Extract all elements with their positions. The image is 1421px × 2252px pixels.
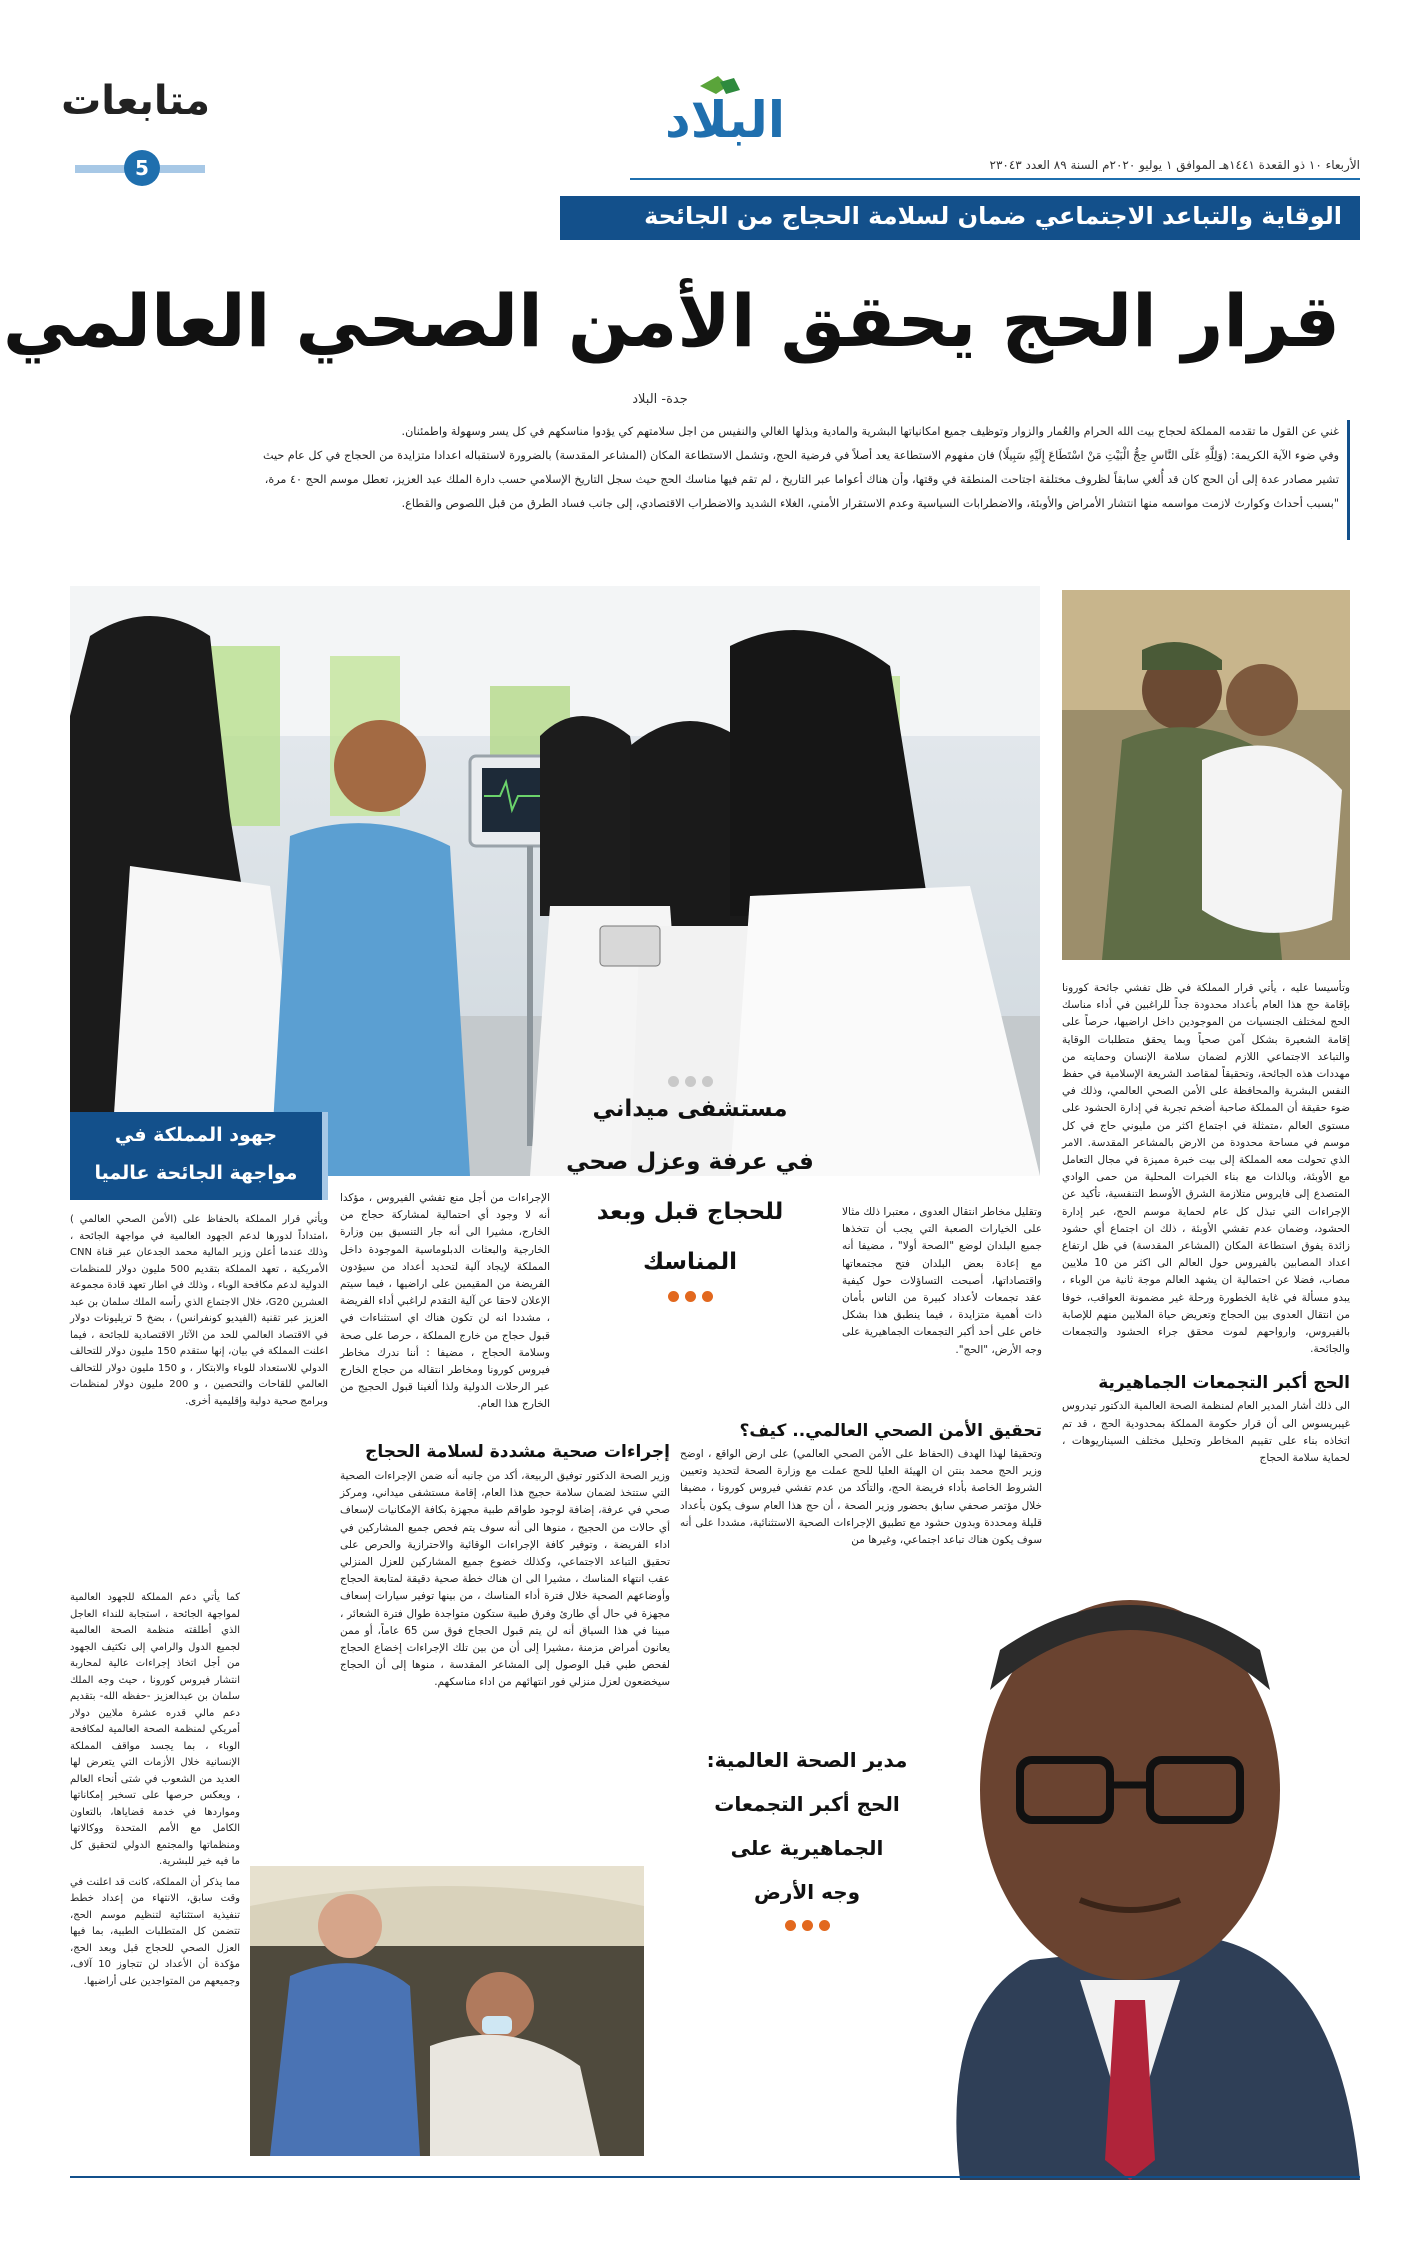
masthead: [61, 70, 1360, 180]
hospital-callout: [560, 1082, 820, 1332]
col-mid-left-lower: [340, 1440, 670, 1835]
col-mid-left: [340, 1190, 550, 1440]
page-number: 5: [135, 156, 149, 180]
orange-dots-divider: [560, 1291, 820, 1302]
who-callout-line-2: الحج أكبر التجمعات: [714, 1792, 900, 1816]
field-hospital-photo: [250, 1866, 644, 2156]
col-right-paragraph-1: وتأسيسا عليه ، يأتي قرار المملكة في ظل تفشي جائحة كورونا بإقامة حج هذا العام بأعداد محدودة جداً للراغبين في أداء مناسك الحج لمختلف الجنسيات من الموجودين داخل اراضيها، حرصاً على إقامة الشعيرة بشكل آمن صحياً وبما يحقق متطلبات الوقاية والتباعد الاجتماعي اللازم لضمان سلامة الإنسان وحمايته من مهددات هذه الجائحة، وتحقيقاً لمقاصد الشريعة الإسلامية في حفظ النفس البشرية والمحافظة على الأمن الصحي العالمي، وذلك في ضوء حقيقة أن المملكة صاحبة أضخم تجربة في إدارة الحشود على مستوى العالم ،متمثلة في اجتماع اكثر من مليوني حاج في كل موسم في مساحة محدودة من الارض بالمشاعر المقدسة. الامر الذي تحولت معه المملكة إلى بيت خبرة مميزة في مجال التعامل مع الأوبئة، وبالذات مع بناء الخبرات المحلية من حمى الوادي المتصدع إلى فايروس متلازمة الشرق الأوسط التنفسية، تأكيد عن الإجراءات التي تبذل كل عام لحماية موسم الحج، عبر إدارة الحشود، وضمان عدم تفشي الأوبئة ، ذلك ان اجتماع أي حشود زائدة يفوق استطاعة المكان (المشاعر المقدسة) في ظل ارتفاع اعداد المصابين بالفيروس حول العالم الى اكثر من 10 ملايين مصاب، فضلا عن احتمالية ان يشهد العالم موجة ثانية من الوباء ، يبدو مسألة في غاية الخطورة ورحلة غير مضمونة العواقب، خوفا من انتقال العدوى بين الحجاج وتعريض حياة الملايين منهم للإصابة بالفيروس، وارواحهم لموت محقق جراء الحشود والتجمعات والجائحة.: [1062, 982, 1350, 1356]
headline: قرار الحج يحقق الأمن الصحي العالمي: [2, 279, 1340, 363]
intro-line-4: "بسبب أحداث وكوارث لازمت مواسمه منها انتشار الأمراض والأوبئة، والاضطرابات السياسية وعدم الاستقرار الأمني، الغلاء الشديد والاضطراب الاقتصادي، إلى جانب فساد الطرق من قبل اللصوص والقطاع.: [401, 497, 1339, 510]
hospital-callout-line-1: مستشفى ميداني: [592, 1096, 788, 1122]
kicker-banner: [560, 196, 1360, 240]
logo-text: البلاد: [665, 91, 785, 149]
col-mid-left-subheading: إجراءات صحية مشددة لسلامة الحجاج: [365, 1442, 670, 1462]
field-hospital-patient-image: [250, 1866, 644, 2156]
col-mid-left-paragraph-1: الإجراءات من أجل منع تفشي الفيروس ، مؤكدا أنه لا وجود أي احتمالية لمشاركة حجاج من الخارج، مشيرا الى أنه جار التنسيق بين وزارة الخارجية والبعثات الدبلوماسية الموجودة داخل المملكة لإيجاد آلية لتحديد أعداد من سيؤدون الفريضة من المقيمين على اراضيها ، فيما سيتم الإعلان لاحقا عن آلية التقدم لراغبي أداء الفريضة ، مشددا انه لن تكون هناك اي استثناءات في قبول حجاج من خارج المملكة ، حرصا على صحة وسلامة الحجاج ، مضيفا : أننا ندرك مخاطر فيروس كورونا ومخاطر انتقاله من حجاج الخارج عبر الرحلات الدولية ولذا ألغينا قبول الحجيج من الخارج هذا العام.: [340, 1192, 550, 1411]
col-left-header-line-2: مواجهة الجائحة عالميا: [94, 1162, 298, 1184]
kicker-text: الوقاية والتباعد الاجتماعي ضمان لسلامة الحجاج من الجائحة: [644, 202, 1342, 230]
col-mid-left-paragraph-2: وزير الصحة الدكتور توفيق الربيعة، أكد من جانبه أنه ضمن الإجراءات الصحية التي ستتخذ لضمان سلامة حجيج هذا العام، إقامة مستشفى ميداني، ومركز صحي في عرفة، إضافة لوجود طواقم طبية مجهزة بكافة الإمكانيات لإسعاف أي حالات من الحجيج ، منوها الى أنه سوف يتم فحص جميع المشاركين في اداء الفريضة ، وتوفير كافة الإجراءات الوقائية والاحترازية والحرص على تحقيق التباعد الاجتماعي، وكذلك خضوع جميع المشاركين للعزل المنزلي عقب انتهاء المناسك ، مشيرا الى ان هناك خطة صحية دقيقة لمتابعة الحجاج وأوضاعهم الصحية خلال فترة أداء المناسك ، من بينها توفير سيارات إسعاف مجهزة في حال أي طارئ وفرق طبية ستكون متواجدة طوال فترة الشعائر ، مبينا في هذا السياق أنه لن يتم قبول الحجاج فوق سن 65 عاماً، أو ممن يعانون أمراض مزمنة ،مشيرا إلى أن من بين تلك الإجراءات إخضاع الحجاج لفحص طبي قبل الوصول إلى المشاعر المقدسة ، منوها إلى أن الحجاج سيخضعون لعزل منزلي فور انتهائهم من اداء مناسكهم.: [340, 1470, 670, 1689]
page-number-badge: [124, 150, 160, 186]
hospital-scene-image: [70, 586, 1040, 1176]
who-callout-line-1: مدير الصحة العالمية:: [706, 1748, 908, 1772]
dateline: [630, 156, 1360, 180]
col-right-subheading: الحج أكبر التجمعات الجماهيرية: [1098, 1373, 1350, 1394]
section-badge: [61, 70, 210, 180]
hospital-callout-line-3: للحجاج قبل وبعد: [596, 1199, 784, 1225]
col-left-header: [70, 1112, 328, 1200]
col-mid-right-subheading: تحقيق الأمن الصحي العالمي.. كيف؟: [739, 1421, 1042, 1441]
who-director-portrait: [660, 1540, 1380, 2180]
intro-line-2: وفي ضوء الآية الكريمة: (وَلِلَّهِ عَلَى النَّاسِ حِجُّ الْبَيْتِ مَنْ اسْتَطَاعَ إِلَيْهِ سَبِيلًا) فان مفهوم الاستطاعة يعد أصلاً في فرضية الحج، وتشمل الاستطاعة المكان (المشاعر المقدسة) بالضرورة لاستقباله اعدادا متزايدة من الحجاج في كل عام حيث: [262, 449, 1339, 462]
col-left-paragraph-2: كما يأتي دعم المملكة للجهود العالمية لمواجهة الجائحة ، استجابة للنداء العاجل الذي أطلقته منظمة الصحة العالمية لجميع الدول والرامي إلى تكثيف الجهود من أجل اتخاذ إجراءات عالية لمحاربة انتشار فيروس كورونا ، حيث وجه الملك سلمان بن عبدالعزيز -حفظه الله- بتقديم دعم مالي قدره عشرة ملايين دولار أمريكي لمنظمة الصحة العالمية لمكافحة الوباء ، بما يجسد مواقف المملكة الإنسانية خلال الأزمات التي يتعرض لها العديد من الشعوب في شتى أنحاء العالم ، ويعكس حرصها على تسخير إمكاناتها ومواردها في خدمة قضاياها، بالتعاون الكامل مع الأمم المتحدة ووكالاتها ومنظماتها والمجتمع الدولي لتحقيق كل ما فيه خير للبشرية.: [70, 1592, 240, 1867]
who-callout-line-4: وجه الأرض: [753, 1880, 861, 1904]
byline: جدة- البلاد: [632, 392, 688, 407]
hospital-callout-line-4: المناسك: [643, 1249, 737, 1275]
intro: [70, 420, 1350, 540]
who-callout-line-3: الجماهيرية على: [730, 1836, 884, 1860]
tedros-portrait-image: [660, 1540, 1380, 2180]
logo: [660, 72, 790, 162]
intro-line-3: تشير مصادر عدة إلى أن الحج كان قد أُلغي سابقاً لظروف مختلفة اجتاحت المنطقة في وقتها، وأن هناك أعواما عبر التاريخ ، لم تقم فيها مناسك الحج حيث سجل التاريخ الإسلامي حسب دارة الملك عبد العزيز، تعطل موسم الحج ٤٠ مرة،: [264, 473, 1339, 486]
col-right-paragraph-2: الى ذلك أشار المدير العام لمنظمة الصحة العالمية الدكتور تيدروس غيبريسوس الى أن قرار حكومة المملكة بمحدودية الحج ، قد تم اتخاذه بناء على تقييم المخاطر وتحليل مختلف السيناريوهات ، لحماية سلامة الحجاج: [1062, 1400, 1350, 1465]
col-mid-right-paragraph-1: وتقليل مخاطر انتقال العدوى ، معتبرا ذلك مثالا على الخيارات الصعبة التي يجب أن تتخذها جميع البلدان لوضع "الصحة أولا" ، مضيفا أنه مع إعادة بعض البلدان فتح مجتمعاتها واقتصاداتها، أصبحت التساؤلات حول كيفية عقد تجمعات لأعداد كبيرة من الناس بأمان ذات أهمية متزايدة ، فيما ينطبق هذا بشكل خاص على أحد أكبر التجمعات الجماهيرية على وجه الأرض، "الحج".: [842, 1206, 1042, 1356]
bottom-rule: [70, 2176, 1360, 2178]
hospital-photo: [70, 586, 1040, 1176]
soldier-photo: [1062, 590, 1350, 960]
section-title: متابعات: [61, 78, 210, 124]
col-mid-right-paragraph-2: وتحقيقا لهذا الهدف (الحفاظ على الأمن الصحي العالمي) على ارض الواقع ، اوضح وزير الحج محمد بنتن ان الهيئة العليا للحج عملت مع وزارة الصحة لتحديد وتعيين الشروط الخاصة بأداء فريضة الحج، والتأكد من عدم تفشي فيروس كورونا ، مضيفا خلال مؤتمر صحفي سابق بحضور وزير الصحة ، أن حج هذا العام سوف يكون بأعداد قليلة ومحددة وبدون حشود مع تطبيق الإجراءات الصحية الاستثنائية، مشددا على أنه سوف يكون هناك تباعد اجتماعي، وغيرها من: [680, 1448, 1042, 1547]
dateline-text: الأربعاء ١٠ ذو القعدة ١٤٤١هـ الموافق ١ يوليو ٢٠٢٠م السنة ٨٩ العدد ٢٣٠٤٣: [989, 158, 1360, 172]
col-left-paragraph-1: ويأتي قرار المملكة بالحفاظ على (الأمن الصحي العالمي ) ،امتداداً لدورها لدعم الجهود العالمية في مواجهة الجائحة ، وذلك عندما أعلن وزير المالية محمد الجدعان عبر قناة CNN الأمريكية ، تعهد المملكة بتقديم 500 مليون دولار للمنظمات الدولية لدعم مكافحة الوباء ، وذلك في اطار تعهد قادة مجموعة العشرين G20، خلال الاجتماع الذي رأسه الملك سلمان بن عبد العزيز عبر تقنية (الفيديو كونفرانس) ، بضخ 5 تريليونات دولار في الاقتصاد العالمي للحد من الآثار الاقتصادية للجائحة ، فيما اعلنت المملكة في بيان، إنها ستقدم 150 مليون دولار للتحالف الدولي للاستعداد للوباء والابتكار ، و 150 مليون دولار للتحالف العالمي للقاحات والتحصين ، و 200 مليون دولار لمنظمات وبرامج صحية دولية وإقليمية أخرى.: [70, 1214, 328, 1407]
intro-line-1: غني عن القول ما تقدمه المملكة لحجاج بيت الله الحرام والعُمار والزوار وتوظيف جميع امكانياتها البشرية والمادية وبذلها الغالي والنفيس من اجل سلامتهم كي يؤدوا مناسكهم في كل يسر وسهولة واطمئنان.: [401, 425, 1339, 438]
col-left-header-line-1: جهود المملكة في: [114, 1124, 278, 1146]
grey-dots-divider: [560, 1076, 820, 1087]
col-left-paragraph-3: مما يذكر أن المملكة، كانت قد اعلنت في وقت سابق، الانتهاء من إعداد خطط تنفيذية استثنائية لتنظيم موسم الحج، تتضمن كل المتطلبات الطبية، بما فيها العزل الصحي للحجاج قبل وبعد الحج، مؤكدة أن الأعداد لن تتجاوز 10 آلاف، وجميعهم من المتواجدين على أراضيها.: [70, 1876, 240, 1987]
soldier-carrying-pilgrim-image: [1062, 590, 1350, 960]
col-left-lower: [70, 1590, 240, 2070]
hospital-callout-line-2: في عرفة وعزل صحي: [566, 1149, 814, 1175]
